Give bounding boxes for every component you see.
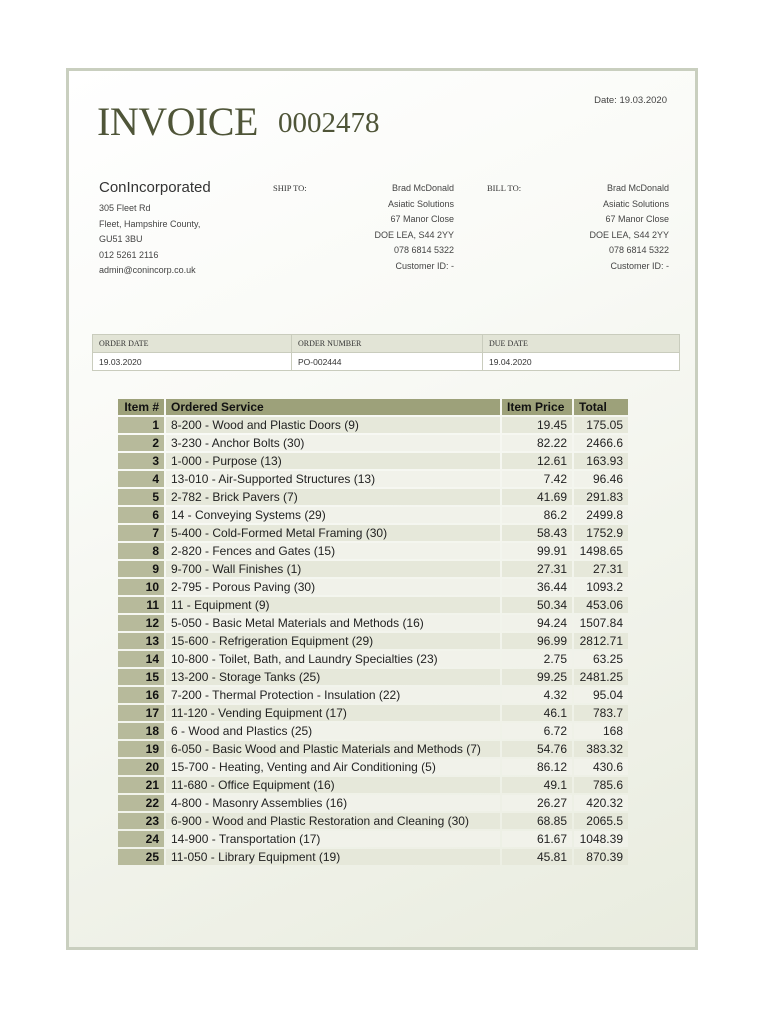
item-price-cell: 94.24 (502, 615, 572, 631)
total-cell: 96.46 (574, 471, 628, 487)
service-cell: 2-782 - Brick Pavers (7) (166, 489, 500, 505)
company-address-line: Fleet, Hampshire County, (99, 218, 201, 229)
invoice-date: Date: 19.03.2020 (594, 95, 667, 106)
item-price-cell: 41.69 (502, 489, 572, 505)
item-price-cell: 27.31 (502, 561, 572, 577)
total-cell: 870.39 (574, 849, 628, 865)
item-price-cell: 45.81 (502, 849, 572, 865)
service-cell: 6 - Wood and Plastics (25) (166, 723, 500, 739)
bill-to-line: Asiatic Solutions (602, 198, 669, 209)
item-price-cell: 99.91 (502, 543, 572, 559)
item-number-cell: 2 (118, 435, 164, 451)
item-price-cell: 49.1 (502, 777, 572, 793)
ship-to-line: DOE LEA, S44 2YY (374, 229, 454, 240)
total-cell: 785.6 (574, 777, 628, 793)
item-number-cell: 8 (118, 543, 164, 559)
total-cell: 2481.25 (574, 669, 628, 685)
total-cell: 430.6 (574, 759, 628, 775)
total-cell: 1093.2 (574, 579, 628, 595)
table-row (118, 507, 628, 523)
order-number-header: ORDER NUMBER (292, 335, 483, 353)
item-number-cell: 15 (118, 669, 164, 685)
table-row (118, 723, 628, 739)
item-number-cell: 17 (118, 705, 164, 721)
due-date-value: 19.04.2020 (483, 353, 680, 371)
table-row (118, 435, 628, 451)
item-number-cell: 9 (118, 561, 164, 577)
service-cell: 3-230 - Anchor Bolts (30) (166, 435, 500, 451)
service-cell: 13-200 - Storage Tanks (25) (166, 669, 500, 685)
bill-to-line: DOE LEA, S44 2YY (589, 229, 669, 240)
total-cell: 168 (574, 723, 628, 739)
service-cell: 14 - Conveying Systems (29) (166, 507, 500, 523)
table-row (118, 651, 628, 667)
item-number-cell: 11 (118, 597, 164, 613)
item-price-cell: 99.25 (502, 669, 572, 685)
bill-to-line: Customer ID: - (610, 260, 669, 271)
service-cell: 11-120 - Vending Equipment (17) (166, 705, 500, 721)
item-price-cell: 54.76 (502, 741, 572, 757)
company-address-line: GU51 3BU (99, 234, 143, 244)
total-cell: 383.32 (574, 741, 628, 757)
item-number-cell: 21 (118, 777, 164, 793)
item-price-cell: 86.2 (502, 507, 572, 523)
table-row (118, 597, 628, 613)
service-cell: 2-820 - Fences and Gates (15) (166, 543, 500, 559)
service-cell: 6-050 - Basic Wood and Plastic Materials and Methods (7) (166, 741, 500, 757)
due-date-header: DUE DATE (483, 335, 680, 353)
table-row (118, 849, 628, 865)
table-row (118, 705, 628, 721)
ship-to-line: Customer ID: - (395, 260, 454, 271)
item-price-cell: 82.22 (502, 435, 572, 451)
total-cell: 783.7 (574, 705, 628, 721)
item-price-cell: 7.42 (502, 471, 572, 487)
item-number-cell: 5 (118, 489, 164, 505)
service-cell: 5-050 - Basic Metal Materials and Methods (16) (166, 615, 500, 631)
service-cell: 7-200 - Thermal Protection - Insulation (22) (166, 687, 500, 703)
item-number-cell: 23 (118, 813, 164, 829)
item-number-cell: 22 (118, 795, 164, 811)
item-number-cell: 14 (118, 651, 164, 667)
service-cell: 15-700 - Heating, Venting and Air Conditioning (5) (166, 759, 500, 775)
item-number-cell: 12 (118, 615, 164, 631)
total-cell: 2065.5 (574, 813, 628, 829)
item-price-cell: 19.45 (502, 417, 572, 433)
ship-to-line: 078 6814 5322 (393, 245, 454, 255)
total-cell: 2499.8 (574, 507, 628, 523)
item-number-cell: 10 (118, 579, 164, 595)
total-cell: 95.04 (574, 687, 628, 703)
item-price-header: Item Price (502, 399, 572, 415)
total-cell: 420.32 (574, 795, 628, 811)
total-cell: 453.06 (574, 597, 628, 613)
item-price-cell: 36.44 (502, 579, 572, 595)
item-number-cell: 13 (118, 633, 164, 649)
table-row (118, 471, 628, 487)
total-cell: 1752.9 (574, 525, 628, 541)
company-address-line: 305 Fleet Rd (99, 203, 151, 213)
item-number-cell: 7 (118, 525, 164, 541)
items-table-body (118, 417, 628, 865)
service-cell: 11-050 - Library Equipment (19) (166, 849, 500, 865)
table-row (118, 669, 628, 685)
item-price-cell: 50.34 (502, 597, 572, 613)
item-price-cell: 61.67 (502, 831, 572, 847)
item-number-cell: 6 (118, 507, 164, 523)
company-name: ConIncorporated (99, 179, 211, 196)
items-header-row (118, 399, 628, 415)
total-cell: 163.93 (574, 453, 628, 469)
ship-to-label: SHIP TO: (273, 183, 307, 193)
total-cell: 1507.84 (574, 615, 628, 631)
order-date-header: ORDER DATE (93, 335, 292, 353)
total-header: Total (574, 399, 628, 415)
item-price-cell: 86.12 (502, 759, 572, 775)
item-price-cell: 58.43 (502, 525, 572, 541)
item-number-cell: 18 (118, 723, 164, 739)
total-cell: 1048.39 (574, 831, 628, 847)
table-row (118, 759, 628, 775)
table-row (118, 795, 628, 811)
table-row (118, 813, 628, 829)
service-cell: 8-200 - Wood and Plastic Doors (9) (166, 417, 500, 433)
item-number-cell: 24 (118, 831, 164, 847)
item-number-cell: 16 (118, 687, 164, 703)
item-number-cell: 25 (118, 849, 164, 865)
table-row (118, 561, 628, 577)
ordered-service-header: Ordered Service (166, 399, 500, 415)
total-cell: 27.31 (574, 561, 628, 577)
service-cell: 4-800 - Masonry Assemblies (16) (166, 795, 500, 811)
order-number-value: PO-002444 (292, 353, 483, 371)
order-date-value: 19.03.2020 (93, 353, 292, 371)
item-price-cell: 68.85 (502, 813, 572, 829)
invoice-title: INVOICE (97, 99, 258, 144)
item-number-cell: 1 (118, 417, 164, 433)
table-row (118, 687, 628, 703)
item-number-cell: 20 (118, 759, 164, 775)
bill-to-line: 078 6814 5322 (608, 245, 669, 255)
ship-to-line: Asiatic Solutions (387, 198, 454, 209)
ship-to-address (374, 181, 454, 274)
total-cell: 1498.65 (574, 543, 628, 559)
item-price-cell: 26.27 (502, 795, 572, 811)
service-cell: 5-400 - Cold-Formed Metal Framing (30) (166, 525, 500, 541)
service-cell: 14-900 - Transportation (17) (166, 831, 500, 847)
items-table (116, 397, 630, 867)
table-row (118, 489, 628, 505)
item-price-cell: 96.99 (502, 633, 572, 649)
table-row (118, 633, 628, 649)
service-cell: 10-800 - Toilet, Bath, and Laundry Specialties (23) (166, 651, 500, 667)
table-row (118, 579, 628, 595)
table-row (118, 417, 628, 433)
total-cell: 175.05 (574, 417, 628, 433)
item-number-cell: 19 (118, 741, 164, 757)
invoice-number: 0002478 (278, 107, 380, 139)
company-address (99, 201, 200, 279)
total-cell: 63.25 (574, 651, 628, 667)
item-price-cell: 6.72 (502, 723, 572, 739)
bill-to-line: Brad McDonald (606, 183, 669, 193)
bill-to-label: BILL TO: (487, 183, 522, 193)
table-row (118, 741, 628, 757)
table-row (118, 777, 628, 793)
total-cell: 2812.71 (574, 633, 628, 649)
item-price-cell: 12.61 (502, 453, 572, 469)
company-phone: 012 5261 2116 (99, 249, 159, 260)
service-cell: 1-000 - Purpose (13) (166, 453, 500, 469)
bill-to-address (589, 181, 669, 274)
service-cell: 11-680 - Office Equipment (16) (166, 777, 500, 793)
table-row (118, 543, 628, 559)
item-price-cell: 4.32 (502, 687, 572, 703)
item-number-header: Item # (118, 399, 164, 415)
service-cell: 6-900 - Wood and Plastic Restoration and Cleaning (30) (166, 813, 500, 829)
ship-to-line: 67 Manor Close (390, 214, 454, 224)
total-cell: 2466.6 (574, 435, 628, 451)
table-row (118, 831, 628, 847)
invoice-page (66, 68, 698, 950)
ship-to-line: Brad McDonald (391, 183, 454, 193)
bill-to-line: 67 Manor Close (605, 214, 669, 224)
item-price-cell: 46.1 (502, 705, 572, 721)
table-row (118, 615, 628, 631)
table-row (118, 525, 628, 541)
service-cell: 11 - Equipment (9) (166, 597, 500, 613)
item-price-cell: 2.75 (502, 651, 572, 667)
service-cell: 2-795 - Porous Paving (30) (166, 579, 500, 595)
service-cell: 9-700 - Wall Finishes (1) (166, 561, 500, 577)
total-cell: 291.83 (574, 489, 628, 505)
service-cell: 15-600 - Refrigeration Equipment (29) (166, 633, 500, 649)
order-info-table (92, 334, 680, 371)
company-email: admin@conincorp.co.uk (99, 265, 196, 275)
item-number-cell: 4 (118, 471, 164, 487)
item-number-cell: 3 (118, 453, 164, 469)
service-cell: 13-010 - Air-Supported Structures (13) (166, 471, 500, 487)
table-row (118, 453, 628, 469)
